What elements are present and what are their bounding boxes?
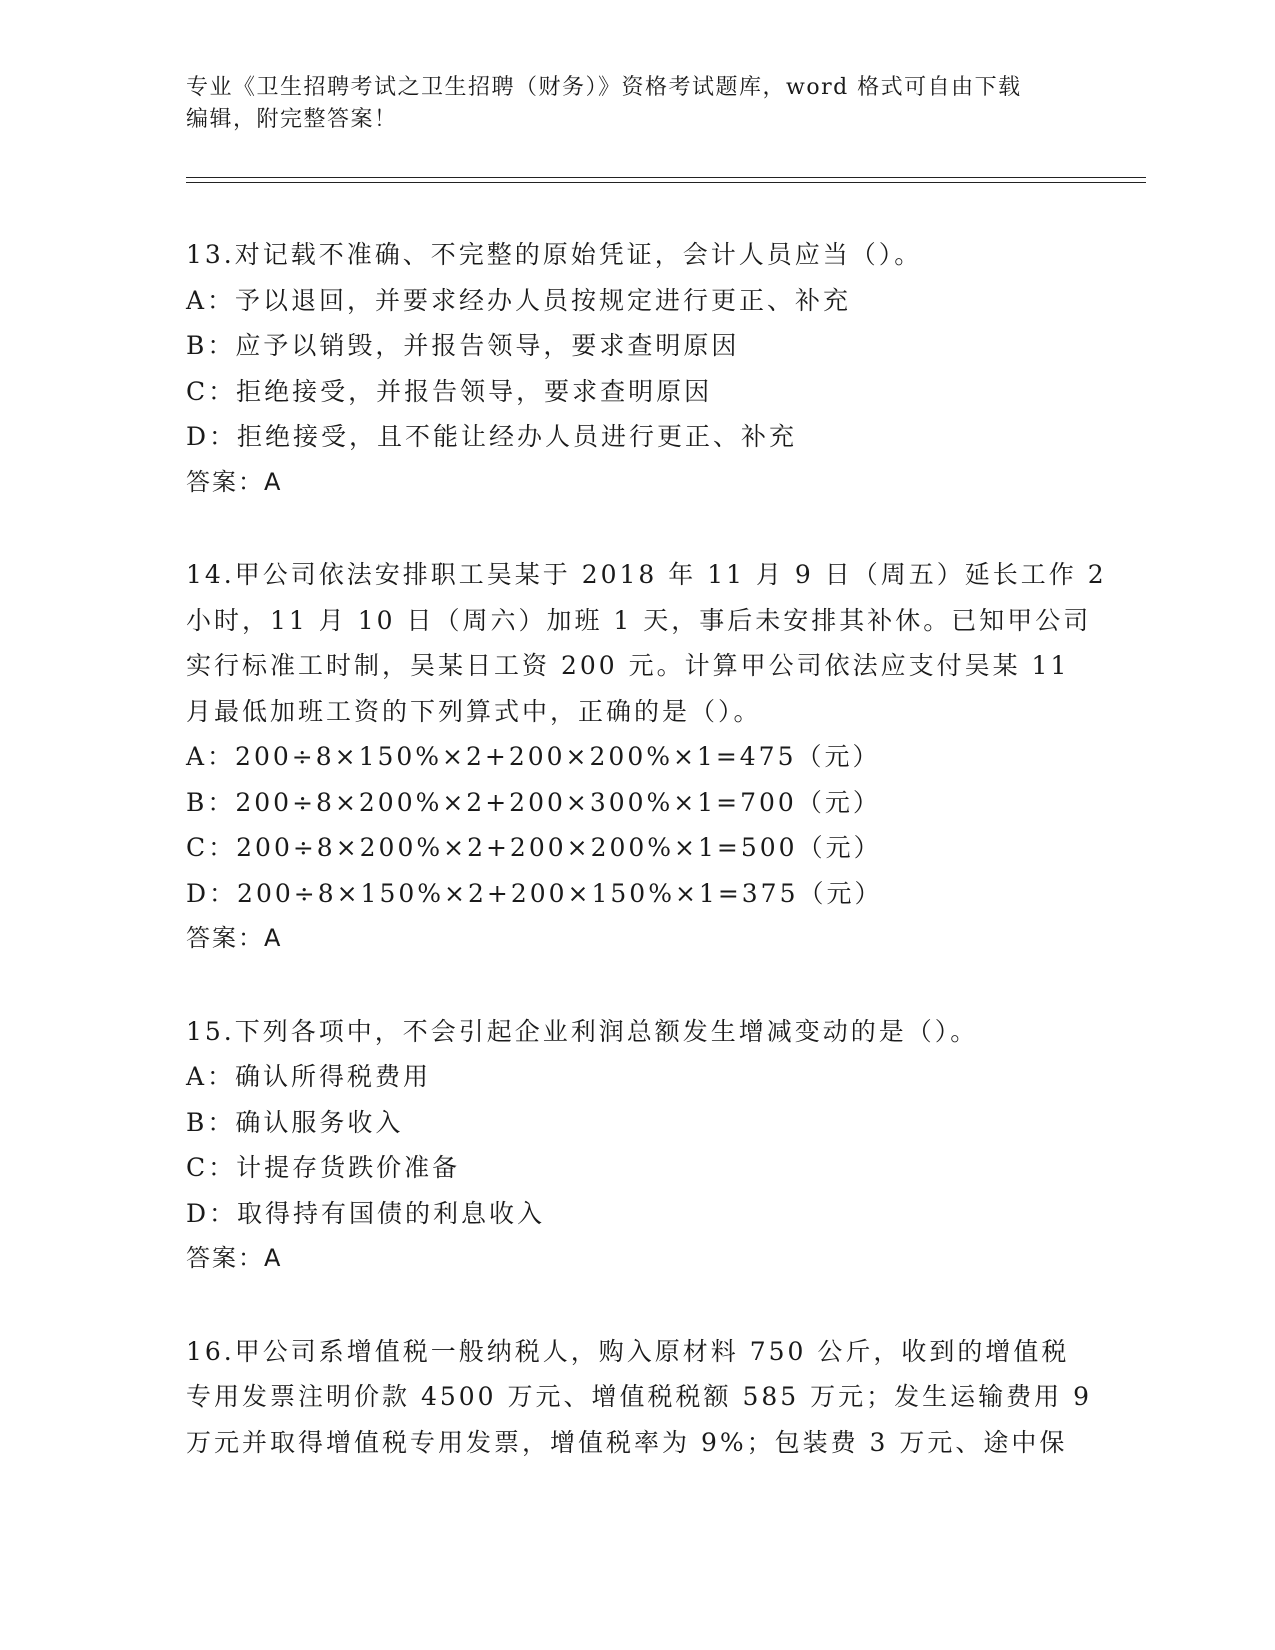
option-d: D：200÷8×150%×2+200×150%×1=375（元） bbox=[186, 878, 883, 908]
question-stem: 15.下列各项中，不会引起企业利润总额发生增减变动的是（）。 bbox=[186, 1016, 979, 1046]
question-stem: 实行标准工时制，吴某日工资 200 元。计算甲公司依法应支付吴某 11 bbox=[186, 651, 1070, 680]
question-15 bbox=[186, 1009, 1086, 1282]
option-c: C：200÷8×200%×2+200×200%×1=500（元） bbox=[186, 833, 882, 862]
question-stem: 14.甲公司依法安排职工吴某于 2018 年 11 月 9 日（周五）延长工作 2 bbox=[186, 560, 1107, 589]
option-a: A：200÷8×150%×2+200×200%×1=475（元） bbox=[186, 742, 881, 771]
option-c: C：计提存货跌价准备 bbox=[186, 1153, 461, 1182]
document-header bbox=[186, 72, 1086, 136]
question-stem: 万元并取得增值税专用发票，增值税率为 9%；包装费 3 万元、途中保 bbox=[186, 1427, 1068, 1457]
question-stem: 13.对记载不准确、不完整的原始凭证，会计人员应当（）。 bbox=[186, 240, 923, 269]
option-b: B：确认服务收入 bbox=[186, 1107, 404, 1137]
header-divider-bottom bbox=[186, 182, 1146, 183]
option-b: B：应予以销毁，并报告领导，要求查明原因 bbox=[186, 331, 740, 360]
option-d: D：拒绝接受，且不能让经办人员进行更正、补充 bbox=[186, 422, 798, 451]
question-13 bbox=[186, 232, 1086, 505]
header-line-2: 编辑，附完整答案！ bbox=[186, 107, 398, 132]
question-14 bbox=[186, 552, 1107, 962]
option-d: D：取得持有国债的利息收入 bbox=[186, 1198, 546, 1228]
header-line-1: 专业《卫生招聘考试之卫生招聘（财务）》资格考试题库，word 格式可自由下载 bbox=[186, 75, 1022, 100]
question-stem: 专用发票注明价款 4500 万元、增值税税额 585 万元；发生运输费用 9 bbox=[186, 1382, 1092, 1411]
answer-label: 答案：A bbox=[186, 1244, 283, 1272]
answer-label: 答案：A bbox=[186, 467, 283, 496]
option-a: A：予以退回，并要求经办人员按规定进行更正、补充 bbox=[186, 285, 852, 315]
question-list bbox=[186, 232, 1107, 1512]
option-b: B：200÷8×200%×2+200×300%×1=700（元） bbox=[186, 787, 881, 817]
option-c: C：拒绝接受，并报告领导，要求查明原因 bbox=[186, 376, 713, 406]
question-stem: 月最低加班工资的下列算式中，正确的是（）。 bbox=[186, 696, 762, 726]
option-a: A：确认所得税费用 bbox=[186, 1062, 432, 1091]
answer-label: 答案：A bbox=[186, 924, 283, 952]
question-16 bbox=[186, 1329, 1092, 1466]
header-divider-top bbox=[186, 177, 1146, 178]
question-stem: 小时，11 月 10 日（周六）加班 1 天，事后未安排其补休。已知甲公司 bbox=[186, 605, 1092, 635]
question-stem: 16.甲公司系增值税一般纳税人，购入原材料 750 公斤，收到的增值税 bbox=[186, 1336, 1070, 1366]
